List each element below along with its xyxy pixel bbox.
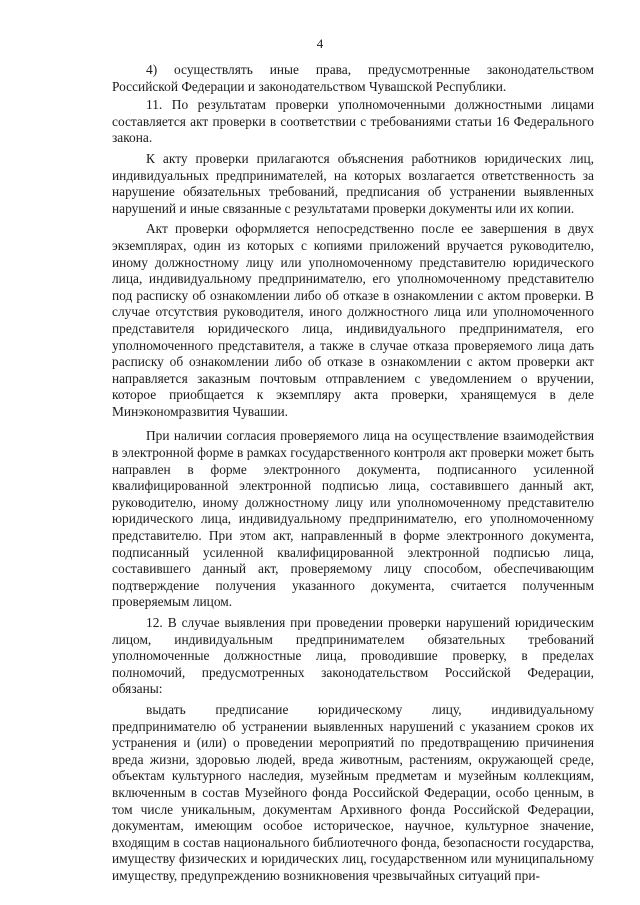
paragraph-12: 12. В случае выявления при проведении проверки нарушений юридическим лицом, индивидуальным предпринимателем обязательных требований уполномоченные должностные лица, проводившие проверку, в пределах полномочий, предусмотренных законодательством Российской Федерации, обязаны: — [112, 615, 594, 697]
paragraph-act-formation: Акт проверки оформляется непосредственно после ее завершения в двух экземплярах, один из которых с копиями приложений вручается руководителю, иному должностному лицу или уполномоченному представителю юридического лица, индивидуальному предпринимателю, его уполномоченному представителю под расписку об ознакомлении либо об отказе в ознакомлении с актом проверки. В случае отсутствия руководителя, иного должностного лица или уполномоченного представителя юридического лица, индивидуального предпринимателя, его уполномоченного представителя, а также в случае отказа проверяемого лица дать расписку об ознакомлении либо об отказе в ознакомлении с актом проверки акт направляется заказным почтовым отправлением с уведомлением о вручении, которое приобщается к экземпляру акта проверки, хранящемуся в деле Минэкономразвития Чувашии. — [112, 221, 594, 419]
paragraph-11: 11. По результатам проверки уполномоченными должностными лицами составляется акт проверки в соответствии с требованиями статьи 16 Федерального закона. — [112, 97, 594, 146]
paragraph-rights: 4) осуществлять иные права, предусмотренные законодательством Российской Федерации и законодательством Чувашской Республики. — [112, 62, 594, 94]
paragraph-electronic-form: При наличии согласия проверяемого лица на осуществление взаимодействия в электронной форме в рамках государственного контроля акт проверки может быть направлен в форме электронного документа, подписанного усиленной квалифицированной электронной подписью лица, составившего данный акт, руководителю, иному должностному лицу или уполномоченному представителю юридического лица, индивидуальному предпринимателю, его уполномоченному представителю. При этом акт, направленный в форме электронного документа, подписанный усиленной квалифицированной электронной подписью лица, составившего данный акт, проверяемому лицу способом, обеспечивающим подтверждение получения указанного документа, считается полученным проверяемым лицом. — [112, 428, 594, 610]
page-number: 4 — [316, 36, 324, 51]
paragraph-act-attachments: К акту проверки прилагаются объяснения работников юридических лиц, индивидуальных предпринимателей, на которых возлагается ответственность за нарушение обязательных требований, предписания об устранении выявленных нарушений и иные связанные с результатами проверки документы или их копии. — [112, 150, 594, 216]
document-body — [112, 62, 594, 885]
paragraph-issue-order: выдать предписание юридическому лицу, индивидуальному предпринимателю об устранении выявленных нарушений с указанием сроков их устранения и (или) о проведении мероприятий по предотвращению причинения вреда жизни, здоровью людей, вреда животным, растениям, окружающей среде, объектам культурного наследия, музейным предметам и музейным коллекциям, включенным в состав Музейного фонда Российской Федерации, особо ценным, в том числе уникальным, документам Архивного фонда Российской Федерации, документам, имеющим особое историческое, научное, культурное значение, входящим в состав национального библиотечного фонда, безопасности государства, имуществу физических и юридических лиц, государственном или муниципальному имуществу, предупреждению возникновения чрезвычайных ситуаций при- — [112, 701, 594, 883]
